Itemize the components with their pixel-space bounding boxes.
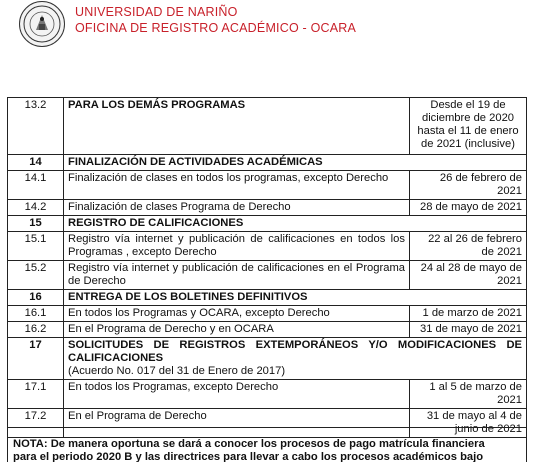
section-number: 17: [8, 338, 64, 380]
item-number: 13.2: [8, 98, 64, 155]
table-row: [8, 261, 527, 290]
section-row: [8, 290, 527, 306]
item-number: 15.2: [8, 261, 64, 290]
item-date: 22 al 26 de febrero de 2021: [410, 232, 527, 261]
item-date: 28 de mayo de 2021: [410, 200, 527, 216]
item-description: PARA LOS DEMÁS PROGRAMAS: [64, 98, 410, 155]
note-line-2: para el periodo 2020 B y las directrices para llevar a cabo los procesos académicos bajo: [13, 451, 484, 462]
section-number: 15: [8, 216, 64, 232]
note-box: [7, 427, 527, 462]
table-row: [8, 380, 527, 409]
table-row: [8, 171, 527, 200]
section-number: 14: [8, 155, 64, 171]
item-description: En todos los Programas y OCARA, excepto Derecho: [64, 306, 410, 322]
item-date: 24 al 28 de mayo de 2021: [410, 261, 527, 290]
section-subtitle: (Acuerdo No. 017 del 31 de Enero de 2017): [68, 365, 286, 377]
item-description: Registro vía internet y publicación de calificaciones en el Programa de Derecho: [64, 261, 410, 290]
section-title: REGISTRO DE CALIFICACIONES: [64, 216, 527, 232]
section-title: SOLICITUDES DE REGISTROS EXTEMPORÁNEOS Y/O MODIFICACIONES DE CALIFICACIONES: [68, 339, 522, 364]
item-description: Registro vía internet y publicación de calificaciones en todos los Programas , excepto Derecho: [64, 232, 410, 261]
section-title: FINALIZACIÓN DE ACTIVIDADES ACADÉMICAS: [64, 155, 527, 171]
section-title-cell: [64, 338, 527, 380]
university-seal-logo: [19, 1, 65, 47]
academic-calendar-table: [7, 97, 527, 438]
table-row: [8, 200, 527, 216]
item-date: 1 al 5 de marzo de 2021: [410, 380, 527, 409]
item-description: En todos los Programas, excepto Derecho: [64, 380, 410, 409]
section-number: 16: [8, 290, 64, 306]
item-number: 16.2: [8, 322, 64, 338]
item-description: Finalización de clases en todos los programas, excepto Derecho: [64, 171, 410, 200]
item-number: 17.2: [8, 409, 64, 438]
header-text: [75, 4, 356, 36]
table-row: [8, 98, 527, 155]
section-title: ENTREGA DE LOS BOLETINES DEFINITIVOS: [64, 290, 527, 306]
item-number: 17.1: [8, 380, 64, 409]
section-row: [8, 338, 527, 380]
item-date: 1 de marzo de 2021: [410, 306, 527, 322]
item-number: 14.2: [8, 200, 64, 216]
seal-emblem-icon: [22, 4, 62, 44]
section-row: [8, 155, 527, 171]
item-description: Finalización de clases Programa de Derecho: [64, 200, 410, 216]
item-description: En el Programa de Derecho y en OCARA: [64, 322, 410, 338]
item-date: 26 de febrero de 2021: [410, 171, 527, 200]
item-number: 16.1: [8, 306, 64, 322]
item-date: 31 de mayo de 2021: [410, 322, 527, 338]
university-name: UNIVERSIDAD DE NARIÑO: [75, 5, 238, 19]
office-name: OFICINA DE REGISTRO ACADÉMICO - OCARA: [75, 21, 357, 35]
document-header: [0, 0, 534, 48]
item-date: Desde el 19 de diciembre de 2020 hasta el 11 de enero de 2021 (inclusive): [410, 98, 527, 155]
item-number: 14.1: [8, 171, 64, 200]
item-description: En el Programa de Derecho: [64, 409, 410, 438]
item-number: 15.1: [8, 232, 64, 261]
table-row: [8, 232, 527, 261]
table-row: [8, 322, 527, 338]
table-row: [8, 306, 527, 322]
item-date: 31 de mayo al 4 de junio de 2021: [410, 409, 527, 438]
section-row: [8, 216, 527, 232]
note-line-1: NOTA: De manera oportuna se dará a conocer los procesos de pago matrícula financiera: [13, 438, 485, 450]
